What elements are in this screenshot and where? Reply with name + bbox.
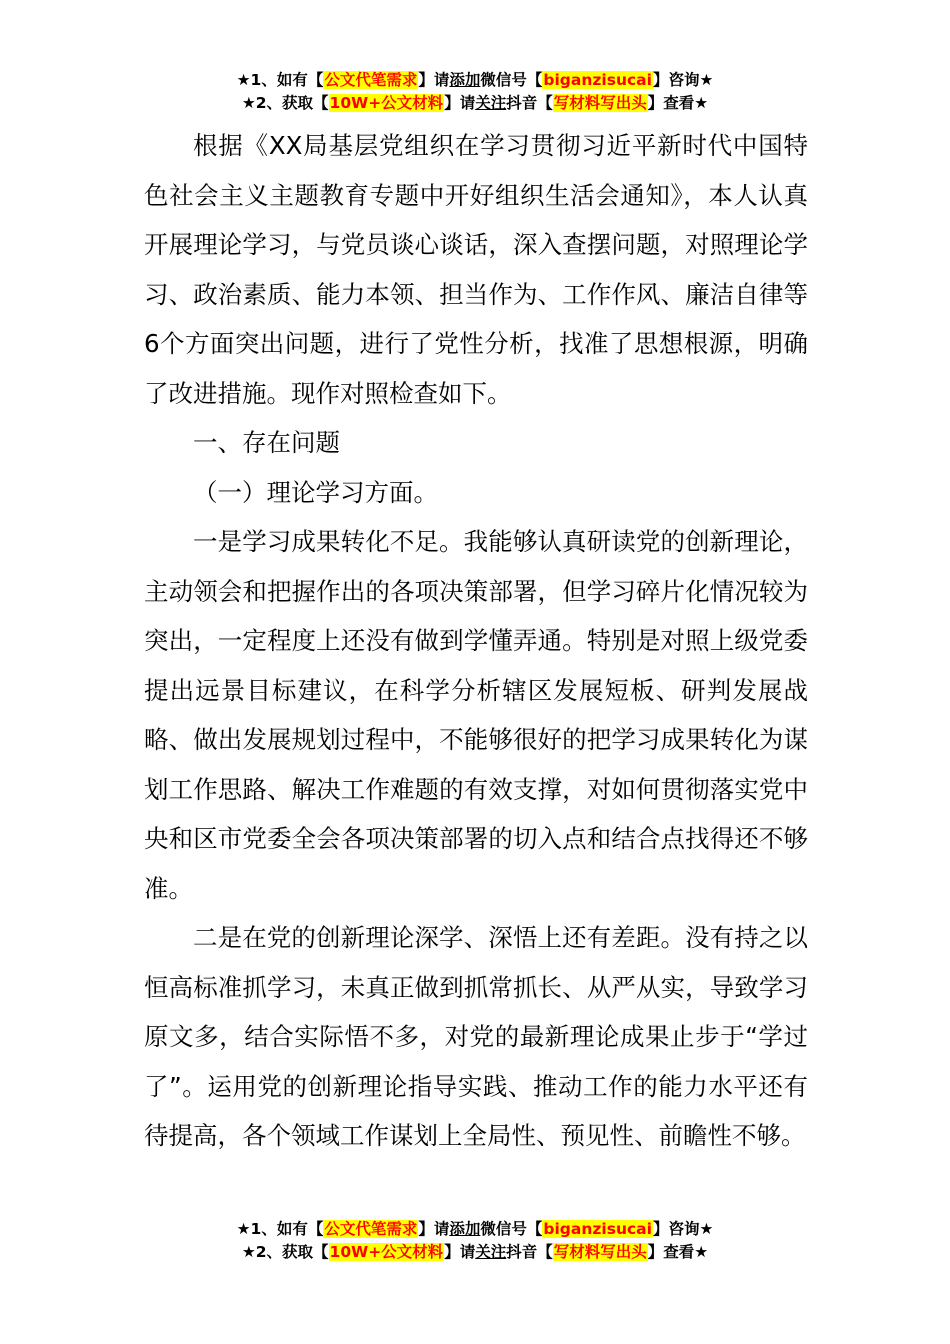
promo-highlight: 写材料写出头: [553, 94, 647, 112]
promo-text: 】查看★: [647, 94, 709, 112]
promo-highlight: 10W+公文材料: [329, 1243, 444, 1261]
promo-highlight: 公文代笔需求: [324, 71, 418, 89]
subsection-heading: （一）理论学习方面。: [193, 477, 438, 507]
promo-text: 抖音【: [506, 94, 553, 112]
body-paragraph: 二是在党的创新理论深学、深悟上还有差距。没有持之以恒高标准抓学习，未真正做到抓常抓长、从严从实，导致学习原文多，结合实际悟不多，对党的最新理论成果止步于“学过了”。运用党的创新理论指导实践、推动工作的能力水平还有待提高，各个领域工作谋划上全局性、预见性、前瞻性不够。: [144, 923, 808, 1150]
intro-paragraph: 根据《XX局基层党组织在学习贯彻习近平新时代中国特色社会主义主题教育专题中开好组织生活会通知》，本人认真开展理论学习，与党员谈心谈话，深入查摆问题，对照理论学习、政治素质、能力本领、担当作为、工作作风、廉洁自律等6个方面突出问题，进行了党性分析，找准了思想根源，明确了改进措施。现作对照检查如下。: [144, 131, 808, 408]
promo-text: 】请: [444, 94, 476, 112]
body-paragraph: 一是学习成果转化不足。我能够认真研读党的创新理论，主动领会和把握作出的各项决策部署，但学习碎片化情况较为突出，一定程度上还没有做到学懂弄通。特别是对照上级党委提出远景目标建议，在科学分析辖区发展短板、研判发展战略、做出发展规划过程中，不能够很好的把学习成果转化为谋划工作思路、解决工作难题的有效支撑，对如何贯彻落实党中央和区市党委全会各项决策部署的切入点和结合点找得还不够准。: [144, 527, 808, 903]
promo-underlined: 关注: [475, 94, 507, 112]
section-heading: 一、存在问题: [193, 428, 340, 457]
promo-underlined: 添加: [449, 1220, 481, 1238]
promo-text: 】请: [444, 1243, 476, 1261]
promo-highlight: 写材料写出头: [553, 1243, 647, 1261]
promo-underlined: 添加: [449, 71, 481, 89]
promo-text: 】查看★: [647, 1243, 709, 1261]
promo-highlight: 10W+公文材料: [329, 94, 444, 112]
promo-highlight: biganzisucai: [543, 1220, 652, 1238]
promo-text: 微信号【: [480, 1220, 543, 1238]
promo-text: ★1、如有【: [236, 1220, 324, 1238]
promo-text: 】咨询★: [652, 71, 714, 89]
promo-highlight: biganzisucai: [543, 71, 652, 89]
promo-line-2: [0, 1241, 950, 1264]
promo-line-1: [0, 69, 950, 92]
document-body: [144, 121, 808, 1161]
promo-banner-bottom: [0, 1218, 950, 1264]
promo-line-1: [0, 1218, 950, 1241]
promo-line-2: [0, 92, 950, 115]
promo-text: ★2、获取【: [241, 1243, 329, 1261]
promo-underlined: 关注: [475, 1243, 507, 1261]
promo-text: 】请: [418, 71, 450, 89]
promo-text: 】咨询★: [652, 1220, 714, 1238]
promo-banner-top: [0, 69, 950, 115]
promo-text: 抖音【: [506, 1243, 553, 1261]
promo-highlight: 公文代笔需求: [324, 1220, 418, 1238]
promo-text: ★1、如有【: [236, 71, 324, 89]
promo-text: ★2、获取【: [241, 94, 329, 112]
promo-text: 微信号【: [480, 71, 543, 89]
promo-text: 】请: [418, 1220, 450, 1238]
